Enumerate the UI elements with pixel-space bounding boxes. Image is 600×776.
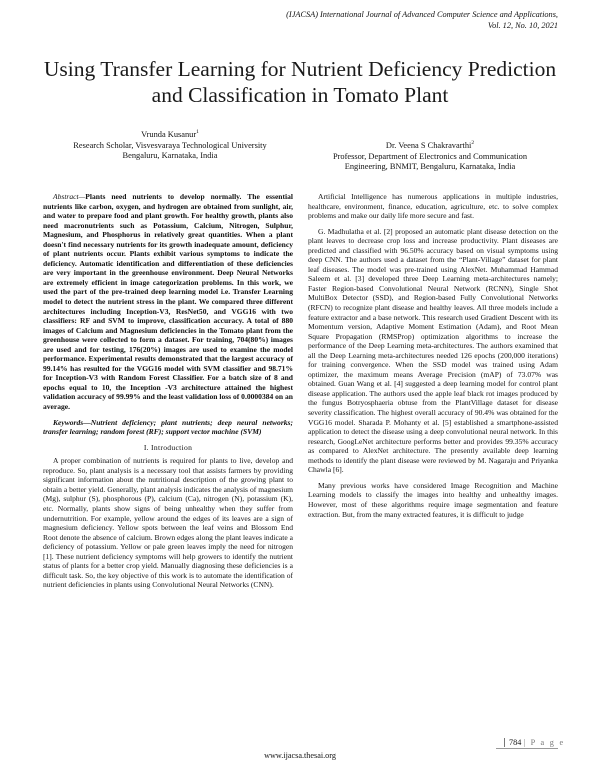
page-label: | P a g e — [523, 738, 565, 747]
left-column — [43, 192, 293, 596]
intro-paragraph-1: A proper combination of nutrients is required for plants to live, develop and reproduce. So, plant analysis is a necessary tool that assists farmers by providing significant information about the nutritional description of the growing plant to obtain a better yield. Generally, plant analysis indicates the analysis of magnesium (Mg), sulphur (S), phosphorous (P), calcium (Ca), nitrogen (N), potassium (K), etc. Normally, plants show signs of being unhealthy when they suffer from undernutrition. For example, yellow around the edges of its leaves are a sign of magnesium deficiency. Yellow spots between the leaf veins and Blossom End Root denote the absence of calcium. Brown edges along the plant leaves indicate a deficiency of potassium. Yellow or pale green leaves imply the need for nitrogen [1]. These nutrient deficiency symptoms will help growers to identify the nutrient status of plants for a better crop yield. Manually diagnosing these deficiencies is a difficult task. So, the key objective of this work is to automate the identification of nutrient deficiencies in plants using Convolutional Neural Networks (CNN). — [43, 456, 293, 590]
author-2-name: Dr. Veena S Chakravarthi — [385, 141, 472, 150]
intro-paragraph-3: G. Madhulatha et al. [2] proposed an automatic plant disease detection on the plant leaves to decrease crop loss and increase productivity. Plant diseases are predicted and classified with 96.50% accuracy based on visual symptoms using deep CNN. The authors used a dataset from the “Plant-Village” dataset for plant leaf diseases. The model was pre-trained using AlexNet. Muhammad Hammad Saleem et al. [3] developed three Deep Learning meta-architectures namely; Faster Region-based Convolutional Neural Network (RCNN), Single Shot MultiBox Detector (SSD), and Region-based Fully Convolutional Networks (RFCN) to recognize plant disease and healthy leaves. All three models include a feature extractor and a base network. This research used Gradient Descent with its Momentum version, Adaptive Moment Estimation (Adam), and Root Mean Square Propagation (RMSProp) optimization algorithms to increase the performance of the Deep Learning meta-architectures. The authors examined that all the Deep Learning meta-architectures needed 126 epochs (200,000 iterations) for training convergence. When the SSD model was trained using Adam optimizer, the maximum means Average Precision (mAP) of 73.07% was obtained. Guan Wang et al. [4] suggested a deep learning model for control plant disease application. The authors used the apple leaf black rot images produced by the fungus Botryosphaeria obtuse from the PlantVillage dataset for disease severity classification. The highest overall accuracy of 90.4% was obtained for the VGG16 model. Sharada P. Mohanty et al. [5] established a smartphone-assisted application to detect the disease using a deep convolutional neural network. In this research, GoogLeNet architecture performs better and provides 99.35% accuracy as compared to AlexNet architecture. The presently available deep learning methods to identify the plant disease were reviewed by M. Nagaraju and Priyanka Chawla [6]. — [308, 226, 558, 475]
journal-header — [158, 10, 558, 31]
author-1-sup: 1 — [196, 129, 199, 136]
paper-title: Using Transfer Learning for Nutrient Deficiency Prediction and Classification in Tomato Plant — [43, 57, 557, 107]
footer-rule — [496, 748, 558, 749]
author-1-name: Vrunda Kusanur — [141, 130, 197, 139]
author-2-affiliation: Professor, Department of Electronics and Communication — [332, 151, 528, 161]
author-2-sup: 2 — [471, 140, 475, 147]
keywords-text: Nutrient deficiency; plant nutrients; deep neural networks; transfer learning; random forest (RF); support vector machine (SVM) — [43, 417, 293, 437]
intro-paragraph-4: Many previous works have considered Image Recognition and Machine Learning models to classify the images into healthy and unhealthy images. However, most of these algorithms require image segmentation and feature extraction. But, from the many extracted features, it is difficult to judge — [308, 480, 558, 519]
right-column — [308, 192, 558, 525]
section-heading: I. Introduction — [143, 442, 193, 452]
journal-volume: Vol. 12, No. 10, 2021 — [487, 20, 558, 30]
abstract — [43, 192, 293, 412]
abstract-text: Plants need nutrients to develop normally. The essential nutrients like carbon, oxygen, and hydrogen are obtained from sunlight, air, and water to prepare food and plant growth. For healthy growth, plants also need macronutrients such as Potassium, Calcium, Nitrogen, Sulphur, Magnesium, and Phosphorus in relatively great quantities. When a plant doesn't find necessary nutrients for its growth inadequate amount, deficiency of plant nutrients occur. Plants exhibit various symptoms to indicate the deficiency. Automatic identification and differentiation of these deficiencies are very important in the greenhouse environment. Deep Neural Networks are extremely efficient in image categorization problems. In this work, we used the part of the pre-trained deep learning model i.e. Transfer Learning model to detect the nutrient stress in the plant. We compared three different architectures including Inception-V3, ResNet50, and VGG16 with two classifiers: RF and SVM to improve, classification accuracy. A total of 880 images of Calcium and Magnesium deficiencies in the Tomato plant from the greenhouse were collected to form a dataset. For training, 704(80%) images are used and for testing, 176(20%) images are used to examine the model performance. Experimental results demonstrated that the largest accuracy of 99.14% has resulted for the VGG16 model with SVM classifier and 98.71% for Inception-V3 with Random Forest Classifier. For a batch size of 8 and epochs equal to 10, the Inception -V3 architecture attained the highest validation accuracy of 99.99% and the least validation loss of 0.0000384 on an average. — [43, 192, 293, 412]
keywords-label: Keywords— — [53, 417, 91, 427]
keywords — [43, 418, 293, 437]
footer-url[interactable]: www.ijacsa.thesai.org — [264, 751, 336, 760]
intro-paragraph-2: Artificial Intelligence has numerous applications in multiple industries, healthcare, environment, finance, education, agriculture, etc. to solve complex problems and make our daily life more secure and fast. — [308, 192, 558, 221]
author-1-name-line — [40, 130, 300, 141]
page-number-value: 784 — [509, 738, 522, 747]
author-2-block — [300, 141, 560, 173]
page-number — [504, 738, 565, 747]
author-1-block — [40, 130, 300, 162]
journal-name: (IJACSA) International Journal of Advanced Computer Science and Applications, — [286, 10, 558, 19]
author-1-affiliation: Research Scholar, Visvesvaraya Technological University — [73, 140, 267, 150]
abstract-label: Abstract— — [53, 192, 86, 201]
author-1-location: Bengaluru, Karnataka, India — [122, 151, 218, 160]
author-2-name-line — [300, 141, 560, 152]
author-2-location: Engineering, BNMIT, Bengaluru, Karnataka, India — [344, 162, 516, 171]
